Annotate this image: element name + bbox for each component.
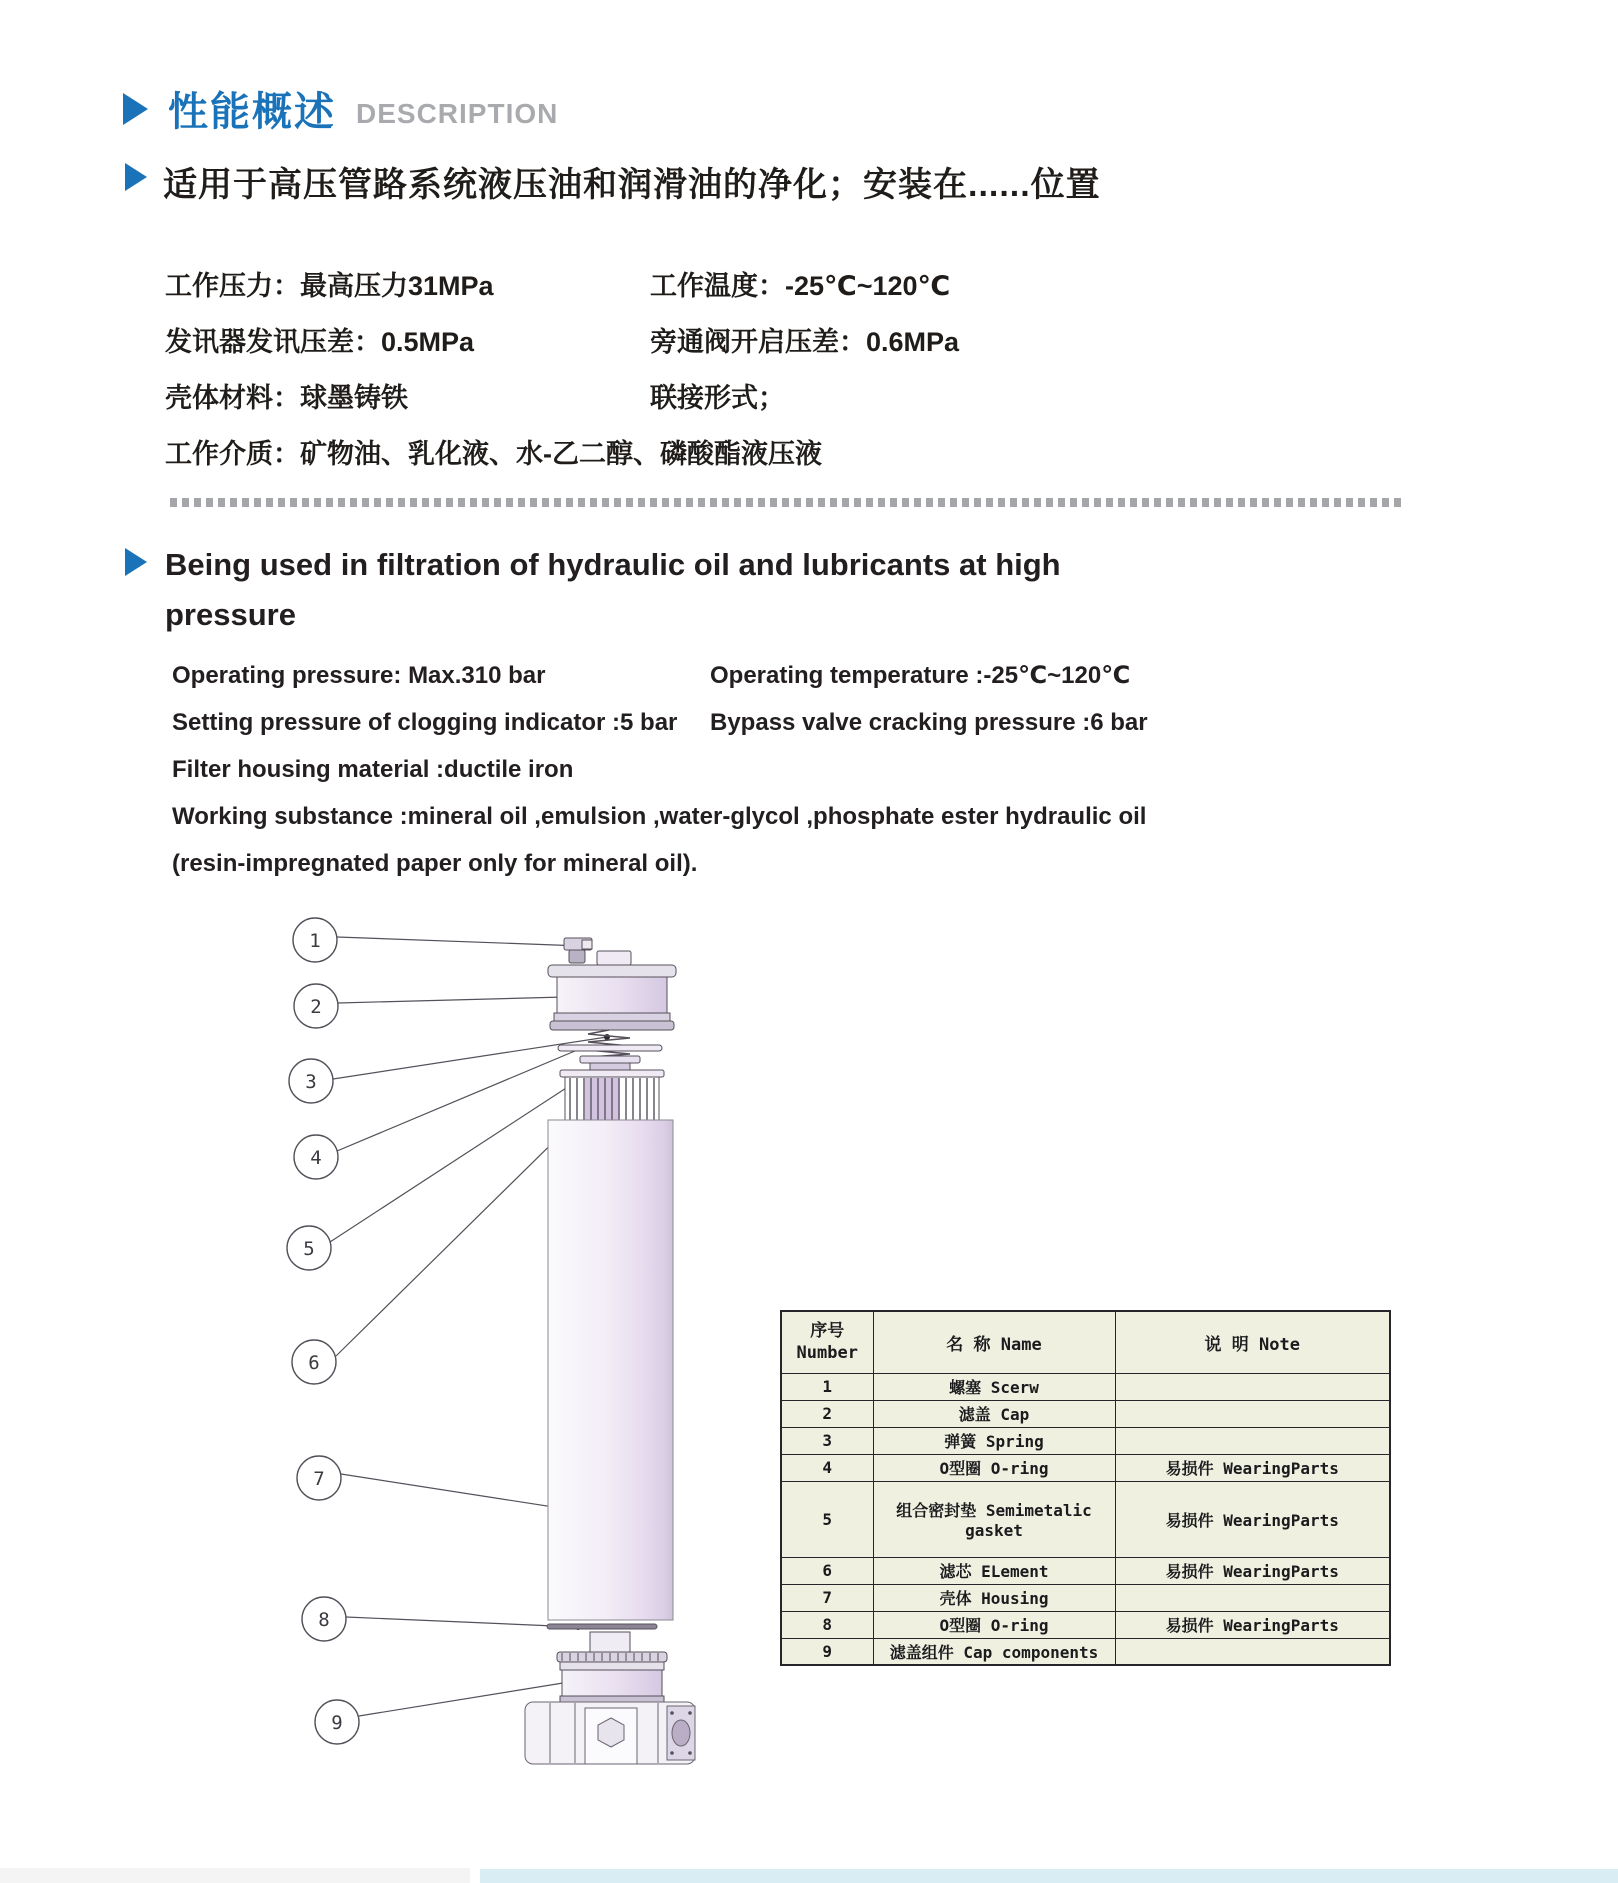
spec-left: Operating pressure: Max.310 bar (172, 662, 546, 689)
cell-number: 6 (781, 1557, 873, 1584)
cell-name: 组合密封垫 Semimetalic gasket (873, 1481, 1115, 1557)
cell-number: 9 (781, 1638, 873, 1665)
spec-left: 壳体材料：球墨铸铁 (165, 383, 408, 413)
callout-9: 9 (331, 1712, 343, 1734)
cell-note (1115, 1638, 1390, 1665)
part-cap-components (557, 1632, 667, 1702)
footer-strip-blue (480, 1869, 1618, 1883)
table-row (781, 1557, 1390, 1584)
spec-right: 联接形式； (650, 383, 785, 413)
application-heading-zh-text: 适用于高压管路系统液压油和润滑油的净化；安装在......位置 (163, 166, 1101, 204)
spec-row (165, 426, 1345, 482)
spec-left: 工作压力：最高压力31MPa (165, 271, 494, 301)
part-o-ring-bottom (547, 1624, 657, 1629)
dotted-divider (170, 498, 1403, 507)
cell-name: 螺塞 Scerw (873, 1373, 1115, 1400)
section-title-zh: 性能概述 (168, 90, 336, 134)
cell-number: 1 (781, 1373, 873, 1400)
table-row (781, 1373, 1390, 1400)
cell-note (1115, 1373, 1390, 1400)
spec-right: Operating temperature :-25℃~120℃ (710, 662, 1131, 689)
table-row (781, 1611, 1390, 1638)
header-number-zh: 序号 (810, 1321, 845, 1342)
cell-name: 滤盖 Cap (873, 1400, 1115, 1427)
cell-number: 4 (781, 1454, 873, 1481)
callout-8: 8 (318, 1609, 330, 1631)
application-heading-en (125, 548, 1155, 639)
spec-row (172, 793, 1432, 840)
application-heading-zh (125, 163, 1101, 206)
cell-name: 弹簧 Spring (873, 1427, 1115, 1454)
spec-left: Working substance :mineral oil ,emulsion ,water-glycol ,phosphate ester hydraulic oil (172, 803, 1147, 830)
cell-name: 壳体 Housing (873, 1584, 1115, 1611)
spec-row (165, 258, 1345, 314)
table-row (781, 1481, 1390, 1557)
spec-left: 工作介质：矿物油、乳化液、水-乙二醇、磷酸酯液压液 (165, 439, 822, 469)
cell-number: 7 (781, 1584, 873, 1611)
table-row (781, 1638, 1390, 1665)
cell-name: 滤盖组件 Cap components (873, 1638, 1115, 1665)
cell-number: 5 (781, 1481, 873, 1557)
part-screw (564, 938, 592, 963)
footer-strip-gray (0, 1868, 470, 1883)
spec-left: Filter housing material :ductile iron (172, 756, 574, 783)
callout-5: 5 (303, 1238, 315, 1260)
cell-note: 易损件 WearingParts (1115, 1611, 1390, 1638)
callout-1: 1 (309, 930, 321, 952)
blue-arrow-icon (123, 93, 148, 125)
spec-right: 旁通阀开启压差：0.6MPa (650, 327, 960, 357)
cell-name: O型圈 O-ring (873, 1611, 1115, 1638)
header-name: 名 称 Name (873, 1311, 1115, 1373)
application-heading-en-text: Being used in filtration of hydraulic oil and lubricants at high pressure (165, 547, 1061, 632)
cell-number: 3 (781, 1427, 873, 1454)
cell-note (1115, 1400, 1390, 1427)
header-number (781, 1311, 873, 1373)
cell-note (1115, 1584, 1390, 1611)
part-housing (548, 1120, 673, 1620)
callout-balloons (287, 918, 359, 1744)
callout-7: 7 (313, 1468, 325, 1490)
cell-name: 滤芯 ELement (873, 1557, 1115, 1584)
spec-row (172, 652, 1432, 699)
blue-arrow-icon (125, 163, 147, 191)
table-row (781, 1454, 1390, 1481)
filter-exploded-diagram (230, 880, 730, 1780)
spec-list-zh (165, 258, 1345, 482)
cell-note (1115, 1427, 1390, 1454)
spec-list-en (172, 652, 1432, 887)
header-number-en: Number (796, 1343, 858, 1364)
spec-row (165, 314, 1345, 370)
table-row (781, 1400, 1390, 1427)
table-row (781, 1427, 1390, 1454)
cell-number: 2 (781, 1400, 873, 1427)
spec-right: 工作温度：-25℃~120℃ (650, 271, 951, 301)
part-base-block (525, 1702, 695, 1764)
spec-right: Bypass valve cracking pressure :6 bar (710, 709, 1148, 736)
spec-left: Setting pressure of clogging indicator :5 bar (172, 709, 678, 736)
spec-row (172, 746, 1432, 793)
spec-left: 发讯器发讯压差：0.5MPa (165, 327, 475, 357)
part-gasket (580, 1056, 640, 1071)
callout-4: 4 (310, 1147, 322, 1169)
part-cap (548, 951, 676, 1030)
callout-6: 6 (308, 1352, 320, 1374)
section-title-en: DESCRIPTION (356, 97, 559, 129)
spec-row (172, 699, 1432, 746)
part-o-ring-top (558, 1045, 662, 1051)
spec-left: (resin-impregnated paper only for mineral oil). (172, 850, 698, 877)
cell-note: 易损件 WearingParts (1115, 1454, 1390, 1481)
callout-3: 3 (305, 1071, 317, 1093)
cell-note: 易损件 WearingParts (1115, 1557, 1390, 1584)
cell-name: O型圈 O-ring (873, 1454, 1115, 1481)
spec-row (165, 370, 1345, 426)
parts-table-header (781, 1311, 1390, 1373)
callout-2: 2 (310, 996, 322, 1018)
header-note: 说 明 Note (1115, 1311, 1390, 1373)
cell-number: 8 (781, 1611, 873, 1638)
table-row (781, 1584, 1390, 1611)
cell-note: 易损件 WearingParts (1115, 1481, 1390, 1557)
blue-arrow-icon (125, 548, 147, 576)
section-performance-header (123, 80, 558, 137)
parts-table (780, 1310, 1391, 1666)
